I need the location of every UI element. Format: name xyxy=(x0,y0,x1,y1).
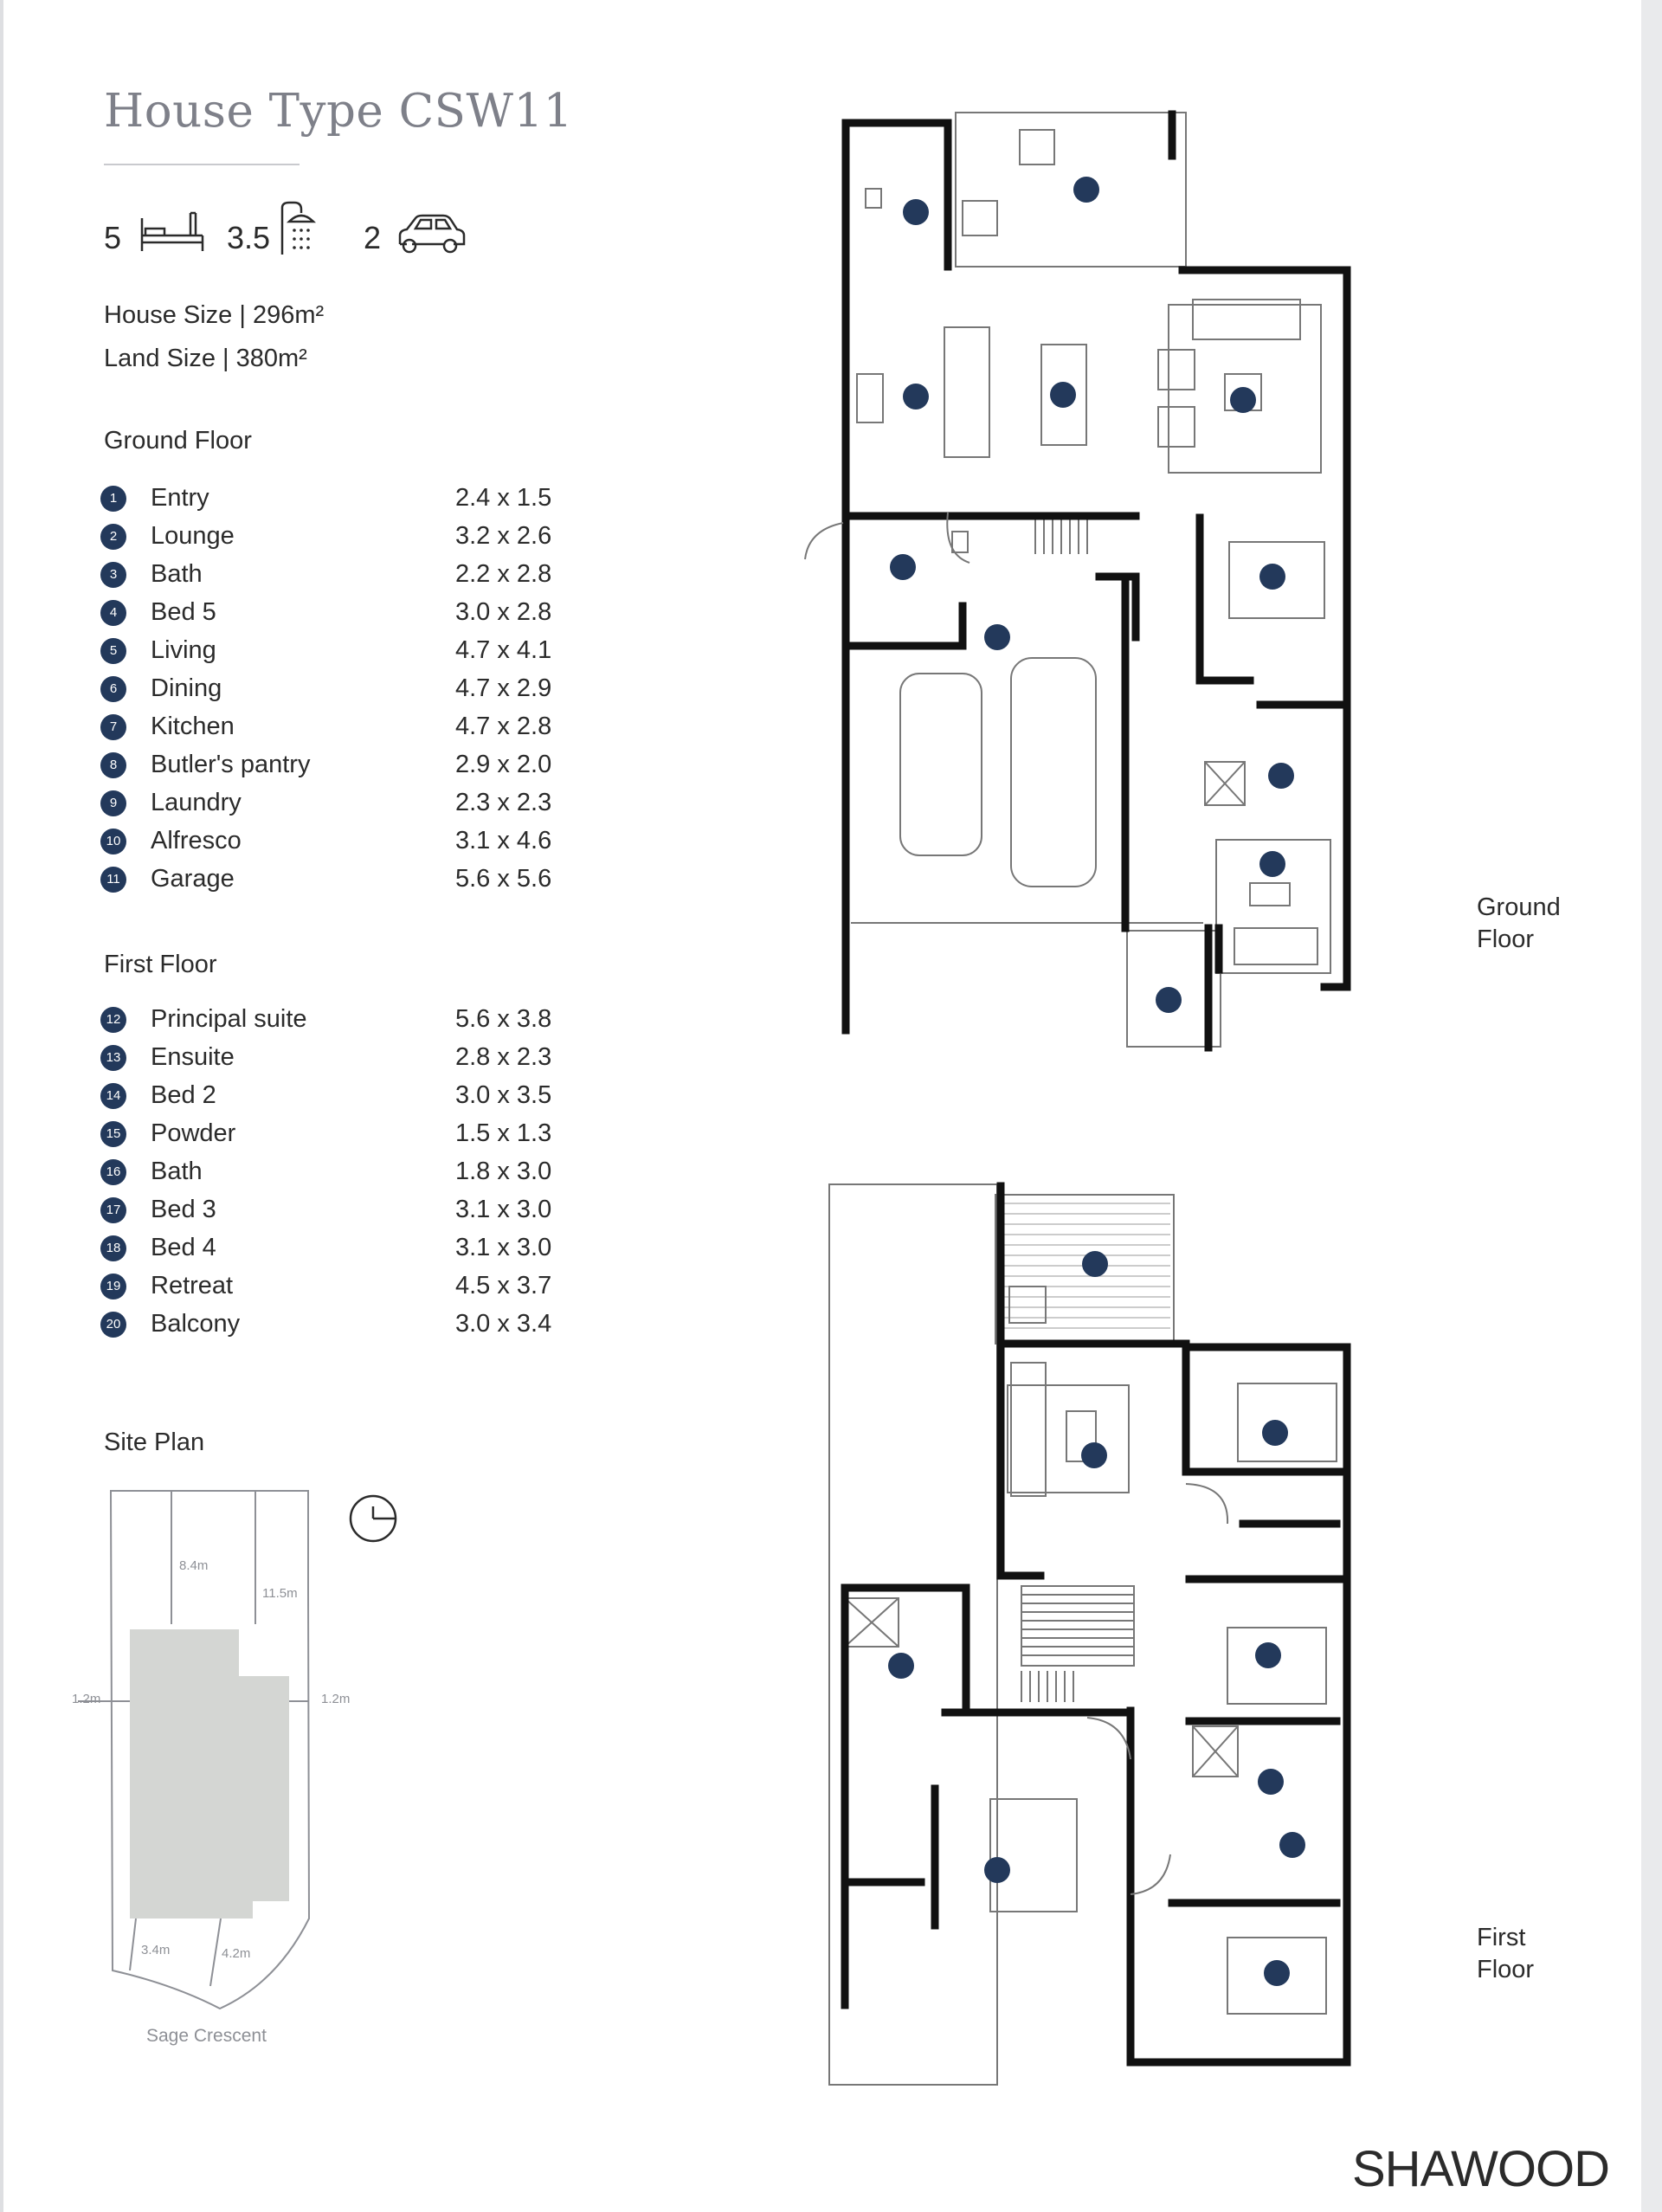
retreat-sofa xyxy=(1011,1363,1046,1496)
room-number-marker: 20 xyxy=(100,1312,126,1338)
bathroom-count: 3.5 xyxy=(227,220,271,255)
armchair xyxy=(1158,407,1195,447)
room-name: Lounge xyxy=(151,522,235,550)
void-outline xyxy=(829,1184,997,2085)
marker-6 xyxy=(1050,382,1076,408)
kitchen-island xyxy=(944,327,989,457)
room-size: 4.7 x 2.9 xyxy=(455,674,552,702)
room-size: 3.0 x 3.4 xyxy=(455,1310,552,1338)
room-name: Laundry xyxy=(151,789,242,816)
room-size: 5.6 x 3.8 xyxy=(455,1005,552,1033)
room-name: Balcony xyxy=(151,1310,241,1338)
street-name: Sage Crescent xyxy=(146,2026,267,2046)
bed-4 xyxy=(1238,1383,1337,1461)
door-swing xyxy=(947,513,970,563)
marker-19 xyxy=(1081,1442,1107,1468)
room-size: 2.4 x 1.5 xyxy=(455,484,552,512)
marker-2 xyxy=(1259,851,1285,877)
pantry-sink xyxy=(866,189,881,208)
alfresco-outline xyxy=(956,113,1186,267)
wall xyxy=(846,123,948,267)
room-number-marker: 1 xyxy=(100,486,126,512)
site-plan-heading: Site Plan xyxy=(104,1428,205,1456)
ground-floor-heading: Ground Floor xyxy=(104,427,252,455)
marker-8 xyxy=(903,199,929,225)
wall xyxy=(850,606,963,646)
marker-3 xyxy=(1268,763,1294,789)
room-size: 2.8 x 2.3 xyxy=(455,1043,552,1071)
room-name: Dining xyxy=(151,674,222,702)
cooktop xyxy=(857,374,883,422)
room-size: 1.5 x 1.3 xyxy=(455,1119,552,1147)
room-size: 2.2 x 2.8 xyxy=(455,560,552,588)
room-number-marker: 2 xyxy=(100,524,126,550)
room-number-marker: 14 xyxy=(100,1083,126,1109)
room-name: Powder xyxy=(151,1119,236,1147)
caption-line: First xyxy=(1477,1924,1526,1951)
room-number-marker: 10 xyxy=(100,829,126,854)
caption-line: Ground xyxy=(1477,893,1561,921)
dim-right-rear: 11.5m xyxy=(262,1586,298,1601)
room-size: 3.1 x 4.6 xyxy=(455,827,552,854)
caption-line: Floor xyxy=(1477,925,1535,953)
bed-3 xyxy=(1227,1628,1326,1704)
alfresco-chair xyxy=(963,201,997,235)
alfresco-chair xyxy=(1020,130,1054,164)
room-size: 3.0 x 2.8 xyxy=(455,598,552,626)
stairs xyxy=(1021,1671,1073,1702)
room-number-marker: 8 xyxy=(100,752,126,778)
house-type-title: House Type CSW11 xyxy=(104,85,573,138)
caption-line: Floor xyxy=(1477,1956,1535,1983)
marker-10 xyxy=(1073,177,1099,203)
room-size: 4.7 x 4.1 xyxy=(455,636,552,664)
dim-front-right: 4.2m xyxy=(222,1946,251,1961)
marker-18 xyxy=(1262,1420,1288,1446)
car-space-count: 2 xyxy=(364,220,382,255)
principal-bed xyxy=(990,1799,1077,1912)
room-name: Alfresco xyxy=(151,827,242,854)
room-number-marker: 4 xyxy=(100,600,126,626)
marker-12 xyxy=(984,1857,1010,1883)
room-number-marker: 18 xyxy=(100,1235,126,1261)
room-size: 2.9 x 2.0 xyxy=(455,751,552,778)
marker-17 xyxy=(1255,1642,1281,1668)
room-name: Retreat xyxy=(151,1272,234,1299)
room-name: Kitchen xyxy=(151,713,235,740)
room-number-marker: 3 xyxy=(100,562,126,588)
lounge-sofa xyxy=(1234,928,1317,964)
bedroom-count: 5 xyxy=(104,220,122,255)
room-number-marker: 19 xyxy=(100,1274,126,1299)
marker-9 xyxy=(890,554,916,580)
room-name: Principal suite xyxy=(151,1005,307,1033)
lounge-table xyxy=(1250,883,1290,906)
shawood-logo: SHAWOOD xyxy=(1352,2141,1609,2197)
room-name: Bed 2 xyxy=(151,1081,216,1109)
dim-rear: 8.4m xyxy=(179,1558,209,1573)
room-name: Entry xyxy=(151,484,209,512)
room-number-marker: 12 xyxy=(100,1007,126,1033)
room-name: Bed 3 xyxy=(151,1196,216,1223)
room-number-marker: 11 xyxy=(100,867,126,893)
marker-1 xyxy=(1156,987,1182,1013)
room-number-marker: 16 xyxy=(100,1159,126,1185)
first-floor-plan xyxy=(829,1184,1347,2085)
room-size: 3.0 x 3.5 xyxy=(455,1081,552,1109)
marker-15 xyxy=(1279,1832,1305,1858)
room-name: Living xyxy=(151,636,216,664)
room-size: 1.8 x 3.0 xyxy=(455,1158,552,1185)
marker-14 xyxy=(1264,1960,1290,1986)
room-size: 4.5 x 3.7 xyxy=(455,1272,552,1299)
ground-floor-caption xyxy=(1477,892,1615,956)
marker-16 xyxy=(1258,1769,1284,1795)
room-name: Ensuite xyxy=(151,1043,235,1071)
room-number-marker: 17 xyxy=(100,1197,126,1223)
garage-car xyxy=(900,674,982,855)
wall xyxy=(1182,270,1347,987)
first-floor-heading: First Floor xyxy=(104,951,217,978)
room-name: Butler's pantry xyxy=(151,751,311,778)
room-number-marker: 13 xyxy=(100,1045,126,1071)
marker-4 xyxy=(1259,564,1285,590)
room-number-marker: 5 xyxy=(100,638,126,664)
laundry-tub xyxy=(952,532,968,552)
room-number-marker: 7 xyxy=(100,714,126,740)
room-size: 3.2 x 2.6 xyxy=(455,522,552,550)
door-swing xyxy=(1087,1718,1131,1759)
room-size: 3.1 x 3.0 xyxy=(455,1196,552,1223)
room-name: Bath xyxy=(151,1158,203,1185)
room-size: 3.1 x 3.0 xyxy=(455,1234,552,1261)
stairs xyxy=(1021,1595,1134,1655)
stairs xyxy=(1035,518,1087,554)
room-size: 4.7 x 2.8 xyxy=(455,713,552,740)
room-name: Garage xyxy=(151,865,235,893)
room-name: Bed 4 xyxy=(151,1234,216,1261)
retreat-rug xyxy=(1008,1385,1129,1493)
stair-lines xyxy=(1021,1586,1134,1666)
wall xyxy=(845,1588,966,1711)
room-name: Bed 5 xyxy=(151,598,216,626)
first-floor-caption xyxy=(1477,1922,1615,1986)
door-swing xyxy=(1131,1854,1170,1894)
room-name: Bath xyxy=(151,560,203,588)
dim-left-side: 1.2m xyxy=(72,1692,101,1706)
marker-13 xyxy=(888,1653,914,1679)
room-number-marker: 15 xyxy=(100,1121,126,1147)
house-size: House Size | 296m² xyxy=(104,301,325,329)
garage-car xyxy=(1011,658,1096,887)
marker-7 xyxy=(903,384,929,410)
room-number-marker: 9 xyxy=(100,790,126,816)
dim-front-left: 3.4m xyxy=(141,1943,171,1957)
marker-5 xyxy=(1230,387,1256,413)
room-size: 2.3 x 2.3 xyxy=(455,789,552,816)
marker-11 xyxy=(984,624,1010,650)
marker-20 xyxy=(1082,1251,1108,1277)
door-swing xyxy=(1186,1484,1227,1524)
room-number-marker: 6 xyxy=(100,676,126,702)
room-size: 5.6 x 5.6 xyxy=(455,865,552,893)
dim-right-side: 1.2m xyxy=(321,1692,351,1706)
land-size: Land Size | 380m² xyxy=(104,345,307,372)
wall xyxy=(1099,577,1136,637)
door-swing xyxy=(805,523,843,559)
armchair xyxy=(1158,350,1195,390)
